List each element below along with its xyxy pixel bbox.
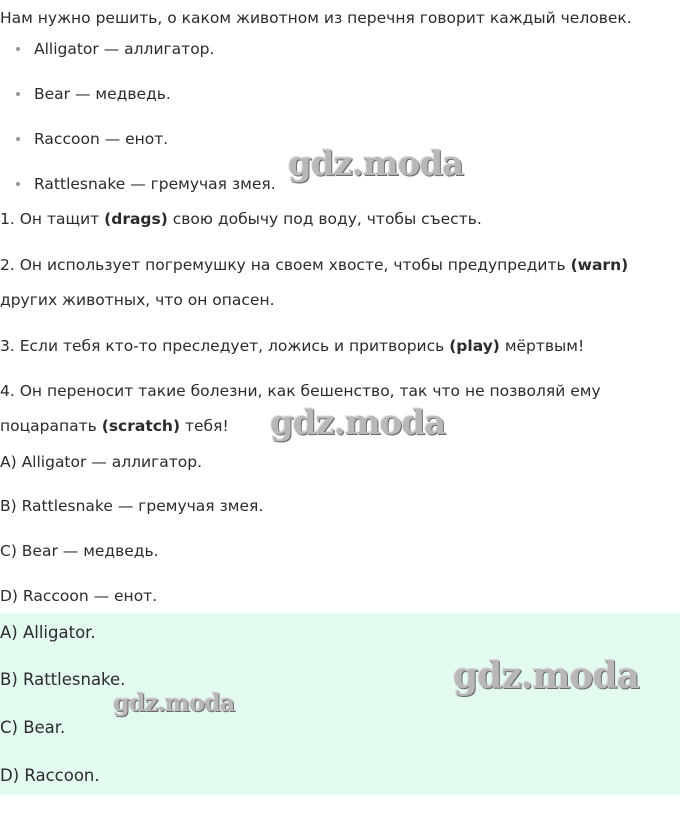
watermark: gdz.moda — [453, 655, 639, 697]
match-item: B) Rattlesnake — гремучая змея. — [0, 497, 264, 515]
animal-label: Raccoon — енот. — [34, 130, 169, 148]
animal-label: Alligator — аллигатор. — [34, 40, 215, 58]
watermark: gdz.moda — [270, 403, 446, 443]
watermark: gdz.moda — [113, 688, 235, 717]
keyword: (scratch) — [101, 417, 181, 435]
sentence-text: свою добычу под воду, чтобы съесть. — [167, 210, 482, 228]
list-item — [16, 84, 171, 104]
sentence-text: мёртвым! — [499, 337, 585, 355]
sentence-1 — [0, 209, 482, 229]
answer-box — [0, 613, 680, 795]
answer-item: A) Alligator. — [0, 623, 96, 642]
sentence-3 — [0, 336, 584, 356]
match-item: C) Bear — медведь. — [0, 542, 159, 560]
sentence-4-continued — [0, 416, 229, 436]
keyword: (play) — [449, 337, 500, 355]
bullet-icon — [16, 137, 20, 141]
sentence-text: 2. Он использует погремушку на своем хвосте, чтобы предупредить — [0, 256, 571, 274]
match-item: A) Alligator — аллигатор. — [0, 453, 203, 471]
keyword: (warn) — [570, 256, 629, 274]
sentence-text: поцарапать — [0, 417, 102, 435]
sentence-2-continued: других животных, что он опасен. — [0, 291, 275, 309]
list-item — [16, 129, 168, 149]
sentence-text: 3. Если тебя кто-то преследует, ложись и притворись — [0, 337, 450, 355]
sentence-text: тебя! — [180, 417, 229, 435]
animal-label: Bear — медведь. — [34, 85, 171, 103]
sentence-4: 4. Он переносит такие болезни, как бешенство, так что не позволяй ему — [0, 382, 601, 400]
answer-item: C) Bear. — [0, 718, 66, 737]
bullet-icon — [16, 92, 20, 96]
sentence-text: 1. Он тащит — [0, 210, 105, 228]
bullet-icon — [16, 182, 20, 186]
answer-item: D) Raccoon. — [0, 766, 100, 785]
watermark: gdz.moda — [288, 144, 464, 184]
bullet-icon — [16, 47, 20, 51]
keyword: (drags) — [104, 210, 168, 228]
animal-label: Rattlesnake — гремучая змея. — [34, 175, 276, 193]
intro-text: Нам нужно решить, о каком животном из перечня говорит каждый человек. — [0, 9, 632, 27]
match-item: D) Raccoon — енот. — [0, 587, 158, 605]
answer-item: B) Rattlesnake. — [0, 670, 126, 689]
list-item — [16, 174, 276, 194]
list-item — [16, 39, 214, 59]
sentence-2 — [0, 255, 628, 275]
